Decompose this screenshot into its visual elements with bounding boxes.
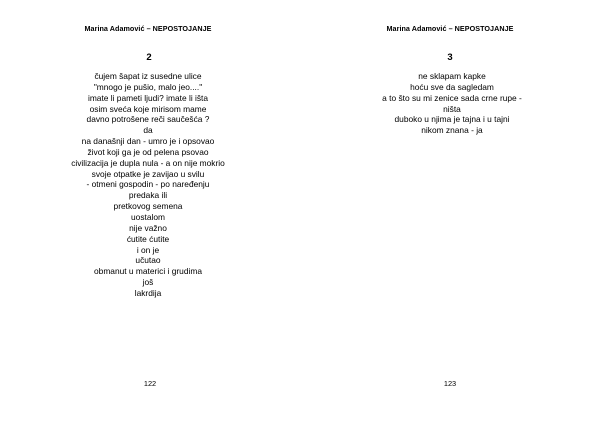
poem-line: život koji ga je od pelena psovao xyxy=(87,146,209,157)
poem-line: uostalom xyxy=(131,211,165,222)
poem-line: lakrdija xyxy=(134,287,162,298)
poem-line: - otmeni gospodin - po naređenju xyxy=(86,179,210,190)
running-head-separator: – xyxy=(446,24,455,33)
poem-line: predaka ili xyxy=(128,190,168,201)
poem-body xyxy=(302,71,600,136)
poem-line: na današnji dan - umro je i opsovao xyxy=(81,136,215,147)
right-page xyxy=(300,0,600,425)
poem-number: 3 xyxy=(447,52,453,63)
page-number: 123 xyxy=(443,379,457,388)
poem-line: ne sklapam kapke xyxy=(418,71,486,81)
poem-line: ništa xyxy=(443,103,461,114)
poem-number: 2 xyxy=(146,52,152,63)
poem-line: još xyxy=(142,277,154,288)
running-head-author: Marina Adamović xyxy=(84,24,145,33)
poem-line: imate li pameti ljudi? imate li išta xyxy=(87,92,209,103)
poem-line: hoću sve da sagledam xyxy=(410,81,494,92)
poem-line: a to što su mi zenice sada crne rupe - xyxy=(382,92,522,103)
poem-line: davno potrošene reči saučešća ? xyxy=(86,114,210,125)
poem-line: učutao xyxy=(135,255,161,266)
poem-line: "mnogo je pušio, malo jeo...." xyxy=(93,81,203,92)
poem-line: osim sveća koje mirisom mame xyxy=(89,103,207,114)
poem-line: nikom znana - ja xyxy=(421,125,483,136)
poem-line: civilizacija je dupla nula - a on nije mokrio xyxy=(71,157,225,168)
running-head xyxy=(300,24,600,33)
poem-line: svoje otpatke je zavijao u svilu xyxy=(91,168,205,179)
running-head xyxy=(0,24,298,33)
poem-line: nije važno xyxy=(129,222,167,233)
poem-body xyxy=(0,71,298,299)
poem-line: čujem šapat iz susedne ulice xyxy=(94,71,202,81)
poem-line: pretkovog semena xyxy=(113,201,183,212)
poem-line: duboko u njima je tajna i u tajni xyxy=(394,114,510,125)
running-head-author: Marina Adamović xyxy=(386,24,447,33)
poem-line: i on je xyxy=(136,244,160,255)
running-head-title: NEPOSTOJANJE xyxy=(454,24,514,33)
poem-line: ćutite ćutite xyxy=(126,233,170,244)
page-number: 122 xyxy=(143,379,157,388)
running-head-title: NEPOSTOJANJE xyxy=(152,24,212,33)
running-head-separator: – xyxy=(144,24,153,33)
poem-line: da xyxy=(143,125,153,136)
poem-line: obmanut u materici i grudima xyxy=(94,266,202,277)
